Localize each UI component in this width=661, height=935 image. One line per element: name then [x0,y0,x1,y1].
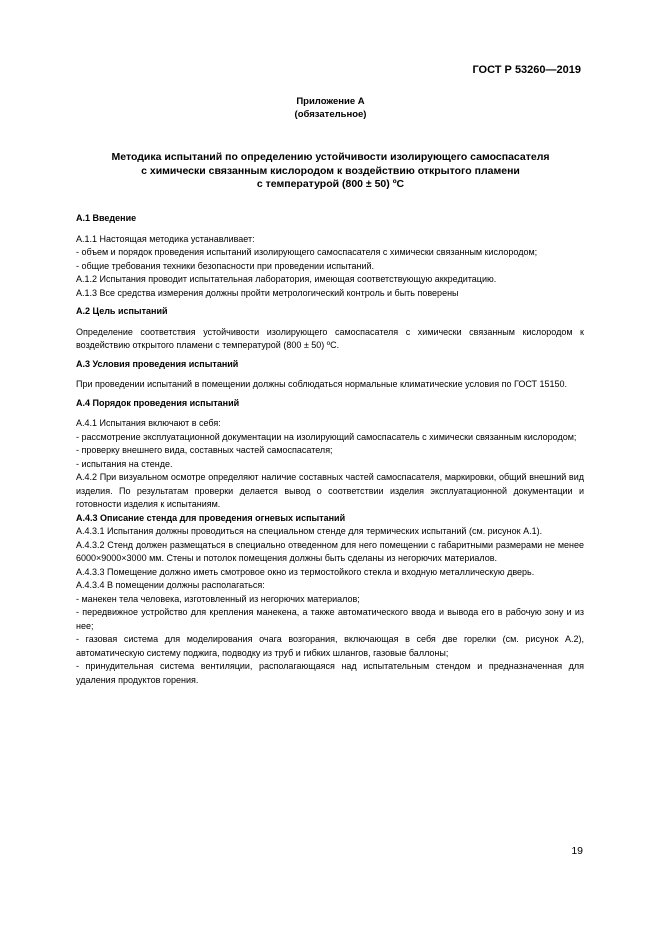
paragraph: - объем и порядок проведения испытаний изолирующего самоспасателя с химически связанным кислородом; [76,247,538,257]
paragraph: А.4.1 Испытания включают в себя: [76,418,221,428]
paragraph: Определение соответствия устойчивости изолирующего самоспасателя с химически связанным кислородом к воздействию открытого пламени с температурой (800 ± 50) ºС. [76,326,584,350]
subsection-a43-heading: А.4.3 Описание стенда для проведения огневых испытаний [76,512,346,523]
paragraph: А.1.2 Испытания проводит испытательная лаборатория, имеющая соответствующую аккредитацию. [76,274,497,284]
page-number: 19 [571,845,583,857]
paragraph: А.1.1 Настоящая методика устанавливает: [76,233,255,244]
paragraph: - проверку внешнего вида, составных частей самоспасателя; [76,445,333,455]
section-a1-heading: А.1 Введение [76,213,137,223]
document-body [76,212,584,687]
section-a4-heading: А.4 Порядок проведения испытаний [76,397,240,408]
paragraph: А.4.3.1 Испытания должны проводиться на специальном стенде для термических испытаний (см. рисунок А.1). [76,526,543,536]
paragraph: - рассмотрение эксплуатационной документации на изолирующий самоспасатель с химически связанным кислородом; [76,431,577,442]
title-line-1: Методика испытаний по определению устойчивости изолирующего самоспасателя [111,151,550,163]
annex-block [0,95,661,121]
paragraph: А.4.3.2 Стенд должен размещаться в специально отведенном для него помещении с габаритными размерами не менее 6000×9000×3000 мм. Стены и потолок помещения должны быть сделаны из негорючих материалов. [76,539,584,563]
section-a3-heading: А.3 Условия проведения испытаний [76,358,239,369]
paragraph: - испытания на стенде. [76,458,173,469]
annex-status: (обязательное) [294,109,367,120]
section-a2-heading: А.2 Цель испытаний [76,306,168,316]
paragraph: А.4.3.4 В помещении должны располагаться: [76,580,265,590]
paragraph: А.4.2 При визуальном осмотре определяют наличие составных частей самоспасателя, маркировки, общий внешний вид изделия. По результатам проверки делается вывод о соответствии изделия эксплуатационной документации и готовности изделия к испытаниям. [76,472,584,509]
paragraph: А.1.3 Все средства измерения должны пройти метрологический контроль и быть поверены [76,287,459,298]
annex-title: Приложение А [296,96,365,107]
paragraph: - манекен тела человека, изготовленный из негорючих материалов; [76,593,360,604]
paragraph: А.4.3.3 Помещение должно иметь смотровое окно из термостойкого стекла и входную металлическую дверь. [76,566,535,577]
paragraph: - передвижное устройство для крепления манекена, а также автоматического ввода и вывода его в рабочую зону и из нее; [76,607,584,631]
title-line-2: с химически связанным кислородом к воздействию открытого пламени [141,164,520,177]
paragraph: - общие требования техники безопасности при проведении испытаний. [76,260,375,271]
paragraph: При проведении испытаний в помещении должны соблюдаться нормальные климатические условия по ГОСТ 15150. [76,379,568,389]
method-title [60,151,601,192]
document-header: ГОСТ Р 53260—2019 [472,64,581,76]
title-line-3: с температурой (800 ± 50) ºС [256,178,405,190]
paragraph: - принудительная система вентиляции, располагающаяся над испытательным стендом и предназначенная для удаления продуктов горения. [76,661,584,685]
paragraph: - газовая система для моделирования очага возгорания, включающая в себя две горелки (см. рисунок А.2), автоматическую систему поджига, подводку из труб и гибких шлангов, газовые баллоны; [76,634,584,658]
